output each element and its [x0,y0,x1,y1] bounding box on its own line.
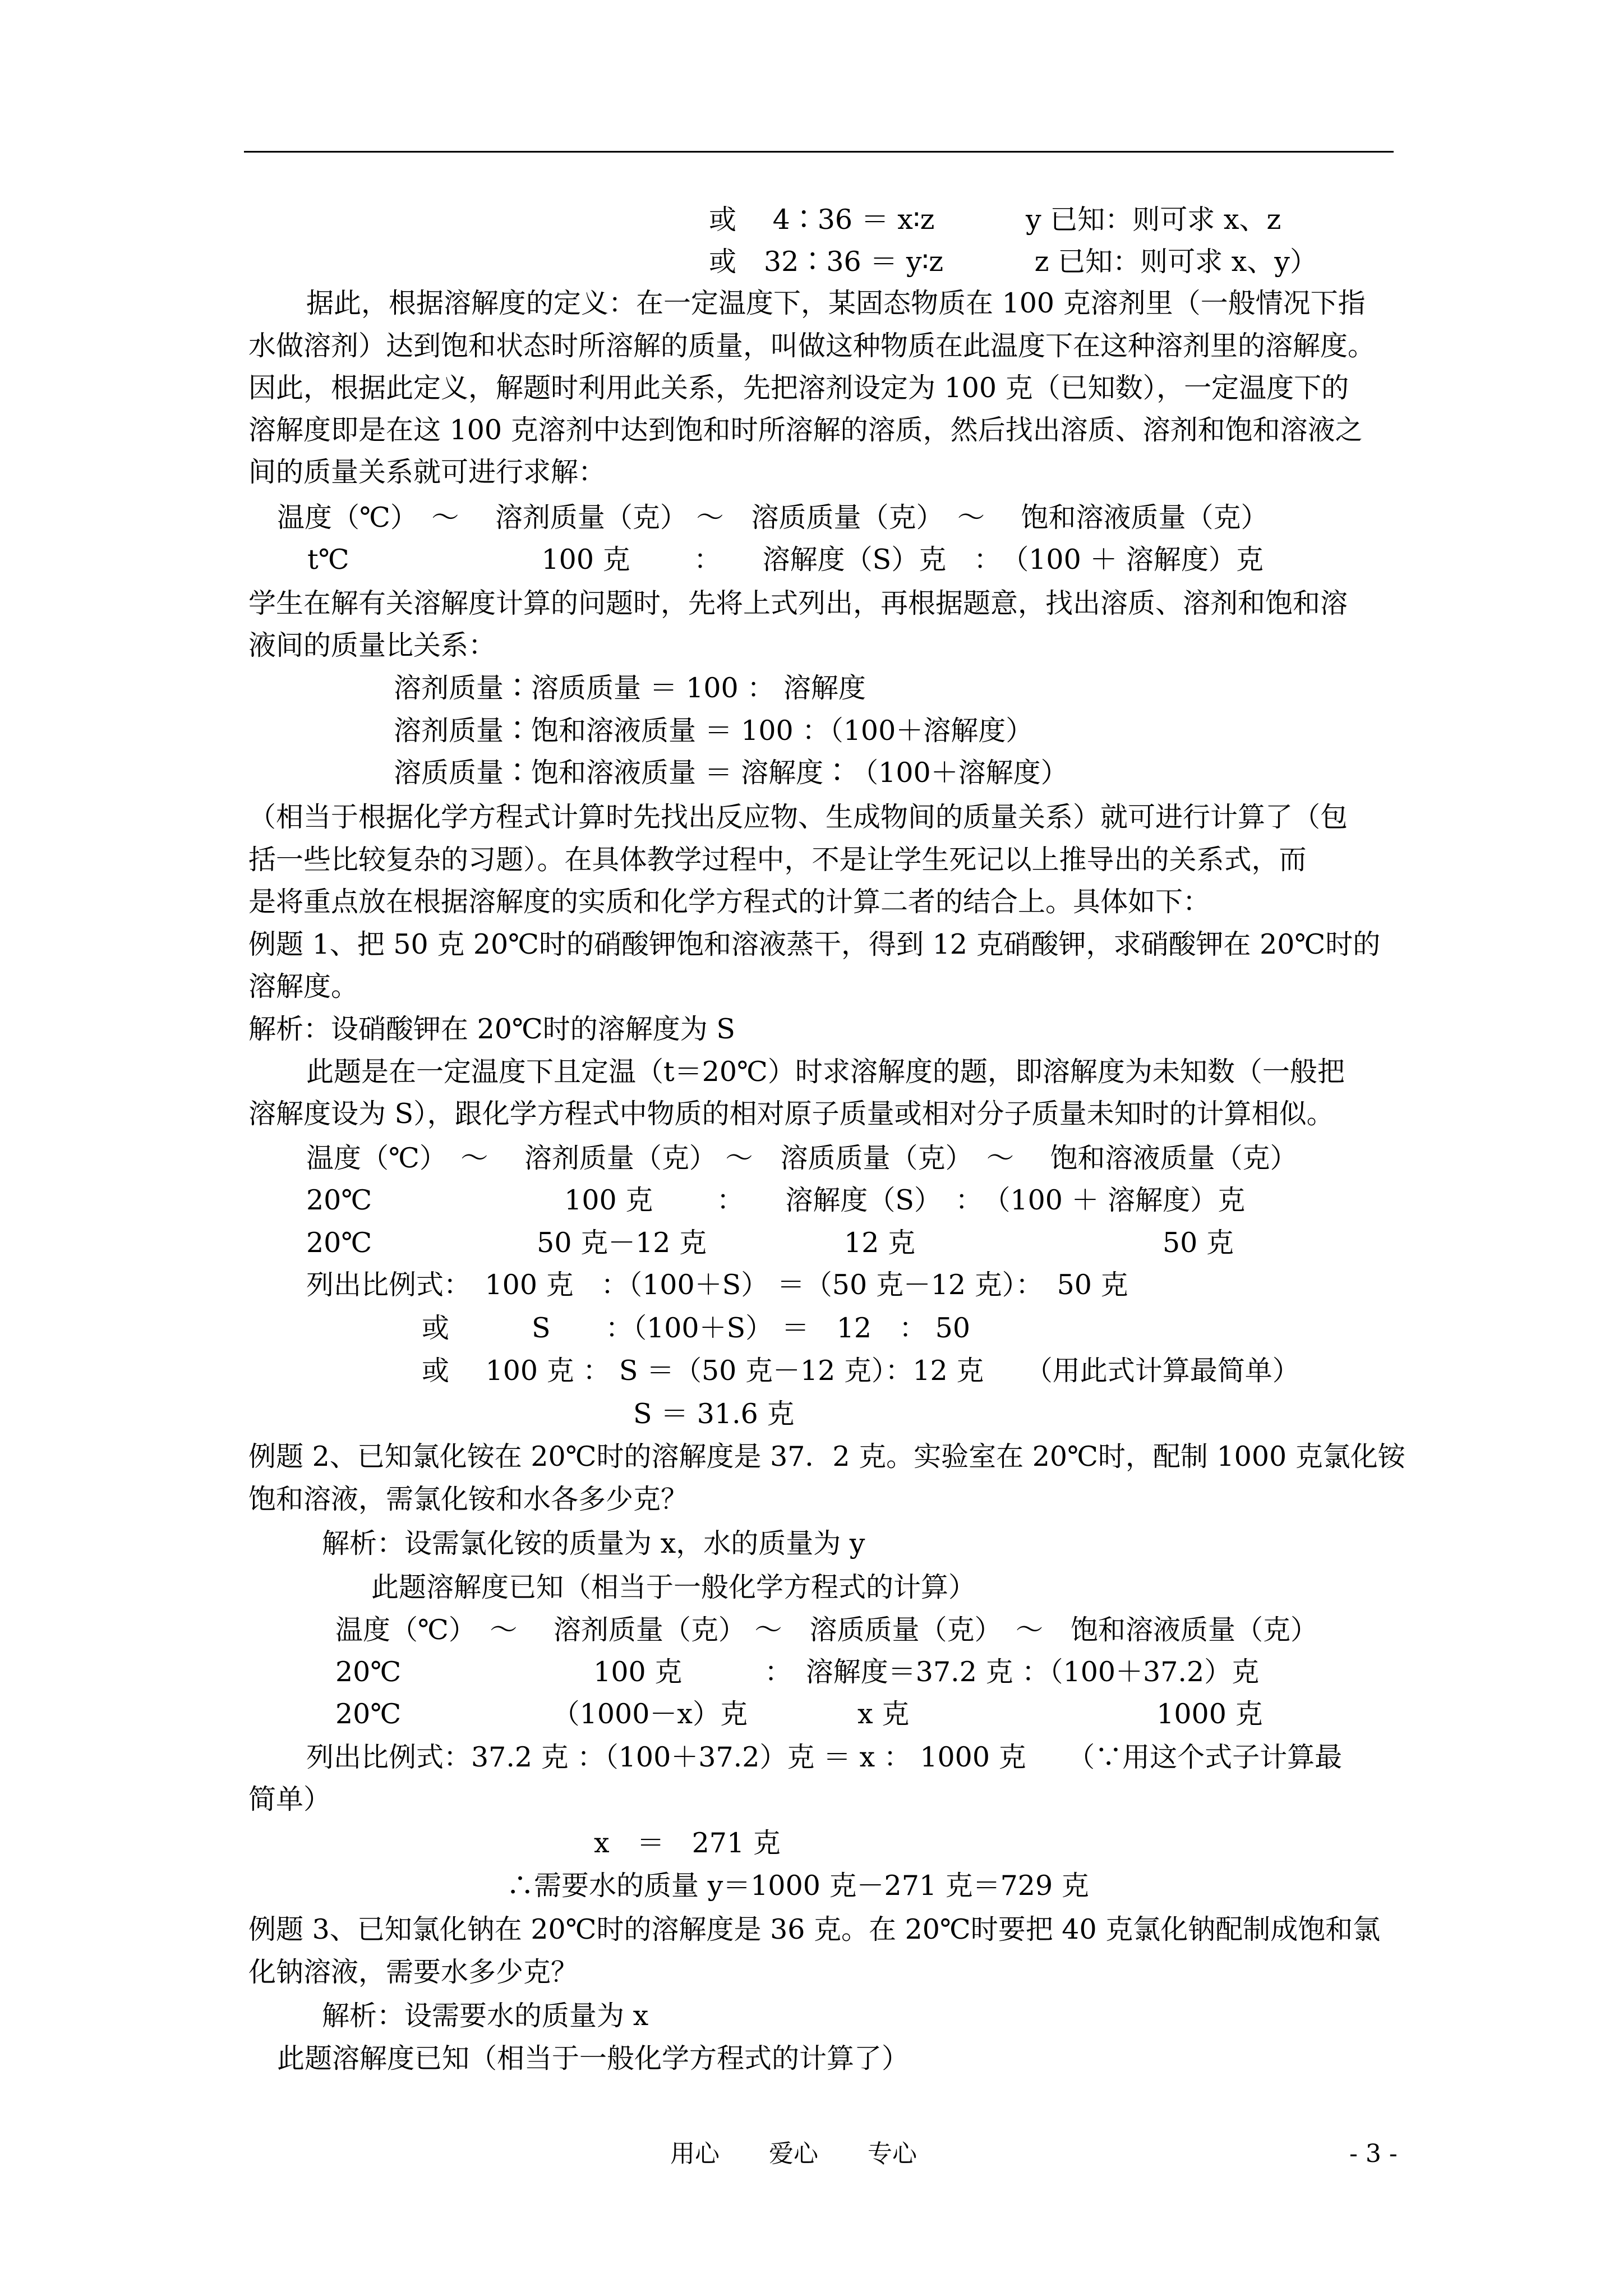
text-line: 溶剂质量∶饱和溶液质量 ＝ 100 ：（100＋溶解度） [394,715,1034,747]
text-line: 温度（℃） ～ 溶剂质量（克） ～ 溶质质量（克） ～ 饱和溶液质量（克） [306,1142,1298,1174]
header-rule [244,151,1394,153]
text-line: 溶解度设为 S），跟化学方程式中物质的相对原子质量或相对分子质量未知时的计算相似。 [248,1098,1334,1130]
text-line: t℃ 100 克 ： 溶解度（S）克 ： （100 ＋ 溶解度）克 [307,544,1264,576]
text-line: 或 100 克 ： S ＝（50 克－12 克）：12 克 （用此式计算最简单） [422,1355,1300,1387]
text-line: 或 32∶36 ＝ y∶z z 已知：则可求 x、y） [709,246,1317,278]
text-line: 温度（℃） ～ 溶剂质量（克） ～ 溶质质量（克） ～ 饱和溶液质量（克） [277,501,1269,533]
text-line: 溶剂质量∶溶质质量 ＝ 100 ： 溶解度 [394,672,866,704]
text-line: S ＝ 31.6 克 [633,1398,795,1430]
text-line: 液间的质量比关系： [248,629,496,661]
text-line: 20℃ 100 克 ： 溶解度（S） ： （100 ＋ 溶解度）克 [306,1184,1246,1216]
text-line: 或 S ：（100＋S） ＝ 12 ： 50 [422,1312,971,1344]
text-line: 溶质质量∶饱和溶液质量 ＝ 溶解度∶（100＋溶解度） [394,757,1068,789]
text-line: 因此，根据此定义，解题时利用此关系，先把溶剂设定为 100 克（已知数），一定温度下的 [248,372,1349,404]
text-line: 或 4∶36 ＝ x∶z y 已知：则可求 x、z [709,204,1281,236]
text-line: ∴需要水的质量 y＝1000 克－271 克＝729 克 [506,1870,1089,1902]
text-line: 列出比例式：37.2 克 ：（100＋37.2）克 ＝ x ： 1000 克 （∵用这个式子计算最 [306,1741,1343,1773]
text-line: 此题溶解度已知（相当于一般化学方程式的计算） [371,1571,976,1603]
text-line: 列出比例式： 100 克 ：（100＋S） ＝（50 克－12 克）： 50 克 [306,1269,1128,1301]
text-line: 简单） [248,1783,331,1815]
text-line: 此题是在一定温度下且定温（t＝20℃）时求溶解度的题，即溶解度为未知数（一般把 [306,1056,1345,1088]
text-line: 是将重点放在根据溶解度的实质和化学方程式的计算二者的结合上。具体如下： [248,886,1211,918]
text-line: 解析：设硝酸钾在 20℃时的溶解度为 S [248,1013,735,1045]
text-line: 化钠溶液，需要水多少克？ [248,1956,579,1988]
text-line: x ＝ 271 克 [594,1827,781,1859]
text-line: 20℃ （1000－x）克 x 克 1000 克 [335,1698,1263,1730]
text-line: 此题溶解度已知（相当于一般化学方程式的计算了） [277,2042,910,2074]
text-line: 温度（℃） ～ 溶剂质量（克） ～ 溶质质量（克） ～ 饱和溶液质量（克） [335,1614,1318,1646]
page-number: - 3 - [1349,2139,1398,2168]
text-line: 例题 2、已知氯化铵在 20℃时的溶解度是 37．2 克。实验室在 20℃时，配制 1000 克氯化铵 [248,1441,1405,1473]
text-line: 例题 3、已知氯化钠在 20℃时的溶解度是 36 克。在 20℃时要把 40 克氯化钠配制成饱和氯 [248,1913,1381,1945]
text-line: 饱和溶液，需氯化铵和水各多少克？ [248,1483,689,1515]
text-line: 20℃ 100 克 ： 溶解度＝37.2 克 ：（100＋37.2）克 [335,1656,1260,1688]
text-line: 间的质量关系就可进行求解： [248,456,606,488]
text-line: 20℃ 50 克－12 克 12 克 50 克 [306,1227,1234,1259]
text-line: 解析：设需氯化铵的质量为 x，水的质量为 y [322,1527,865,1559]
text-line: 解析：设需要水的质量为 x [322,2000,649,2032]
footer-motto: 用心 爱心 专心 [670,2139,917,2168]
text-line: 水做溶剂）达到饱和状态时所溶解的质量，叫做这种物质在此温度下在这种溶剂里的溶解度。 [248,330,1376,362]
text-line: 溶解度。 [248,970,359,1002]
text-line: 例题 1、把 50 克 20℃时的硝酸钾饱和溶液蒸干，得到 12 克硝酸钾，求硝酸钾在 20℃时的 [248,928,1381,960]
text-line: （相当于根据化学方程式计算时先找出反应物、生成物间的质量关系）就可进行计算了（包 [248,801,1348,833]
text-line: 学生在解有关溶解度计算的问题时，先将上式列出，再根据题意，找出溶质、溶剂和饱和溶 [248,587,1348,619]
text-line: 溶解度即是在这 100 克溶剂中达到饱和时所溶解的溶质，然后找出溶质、溶剂和饱和溶液之 [248,414,1363,446]
text-line: 据此，根据溶解度的定义：在一定温度下，某固态物质在 100 克溶剂里（一般情况下指 [306,287,1366,319]
text-line: 括一些比较复杂的习题）。在具体教学过程中，不是让学生死记以上推导出的关系式，而 [248,844,1307,876]
